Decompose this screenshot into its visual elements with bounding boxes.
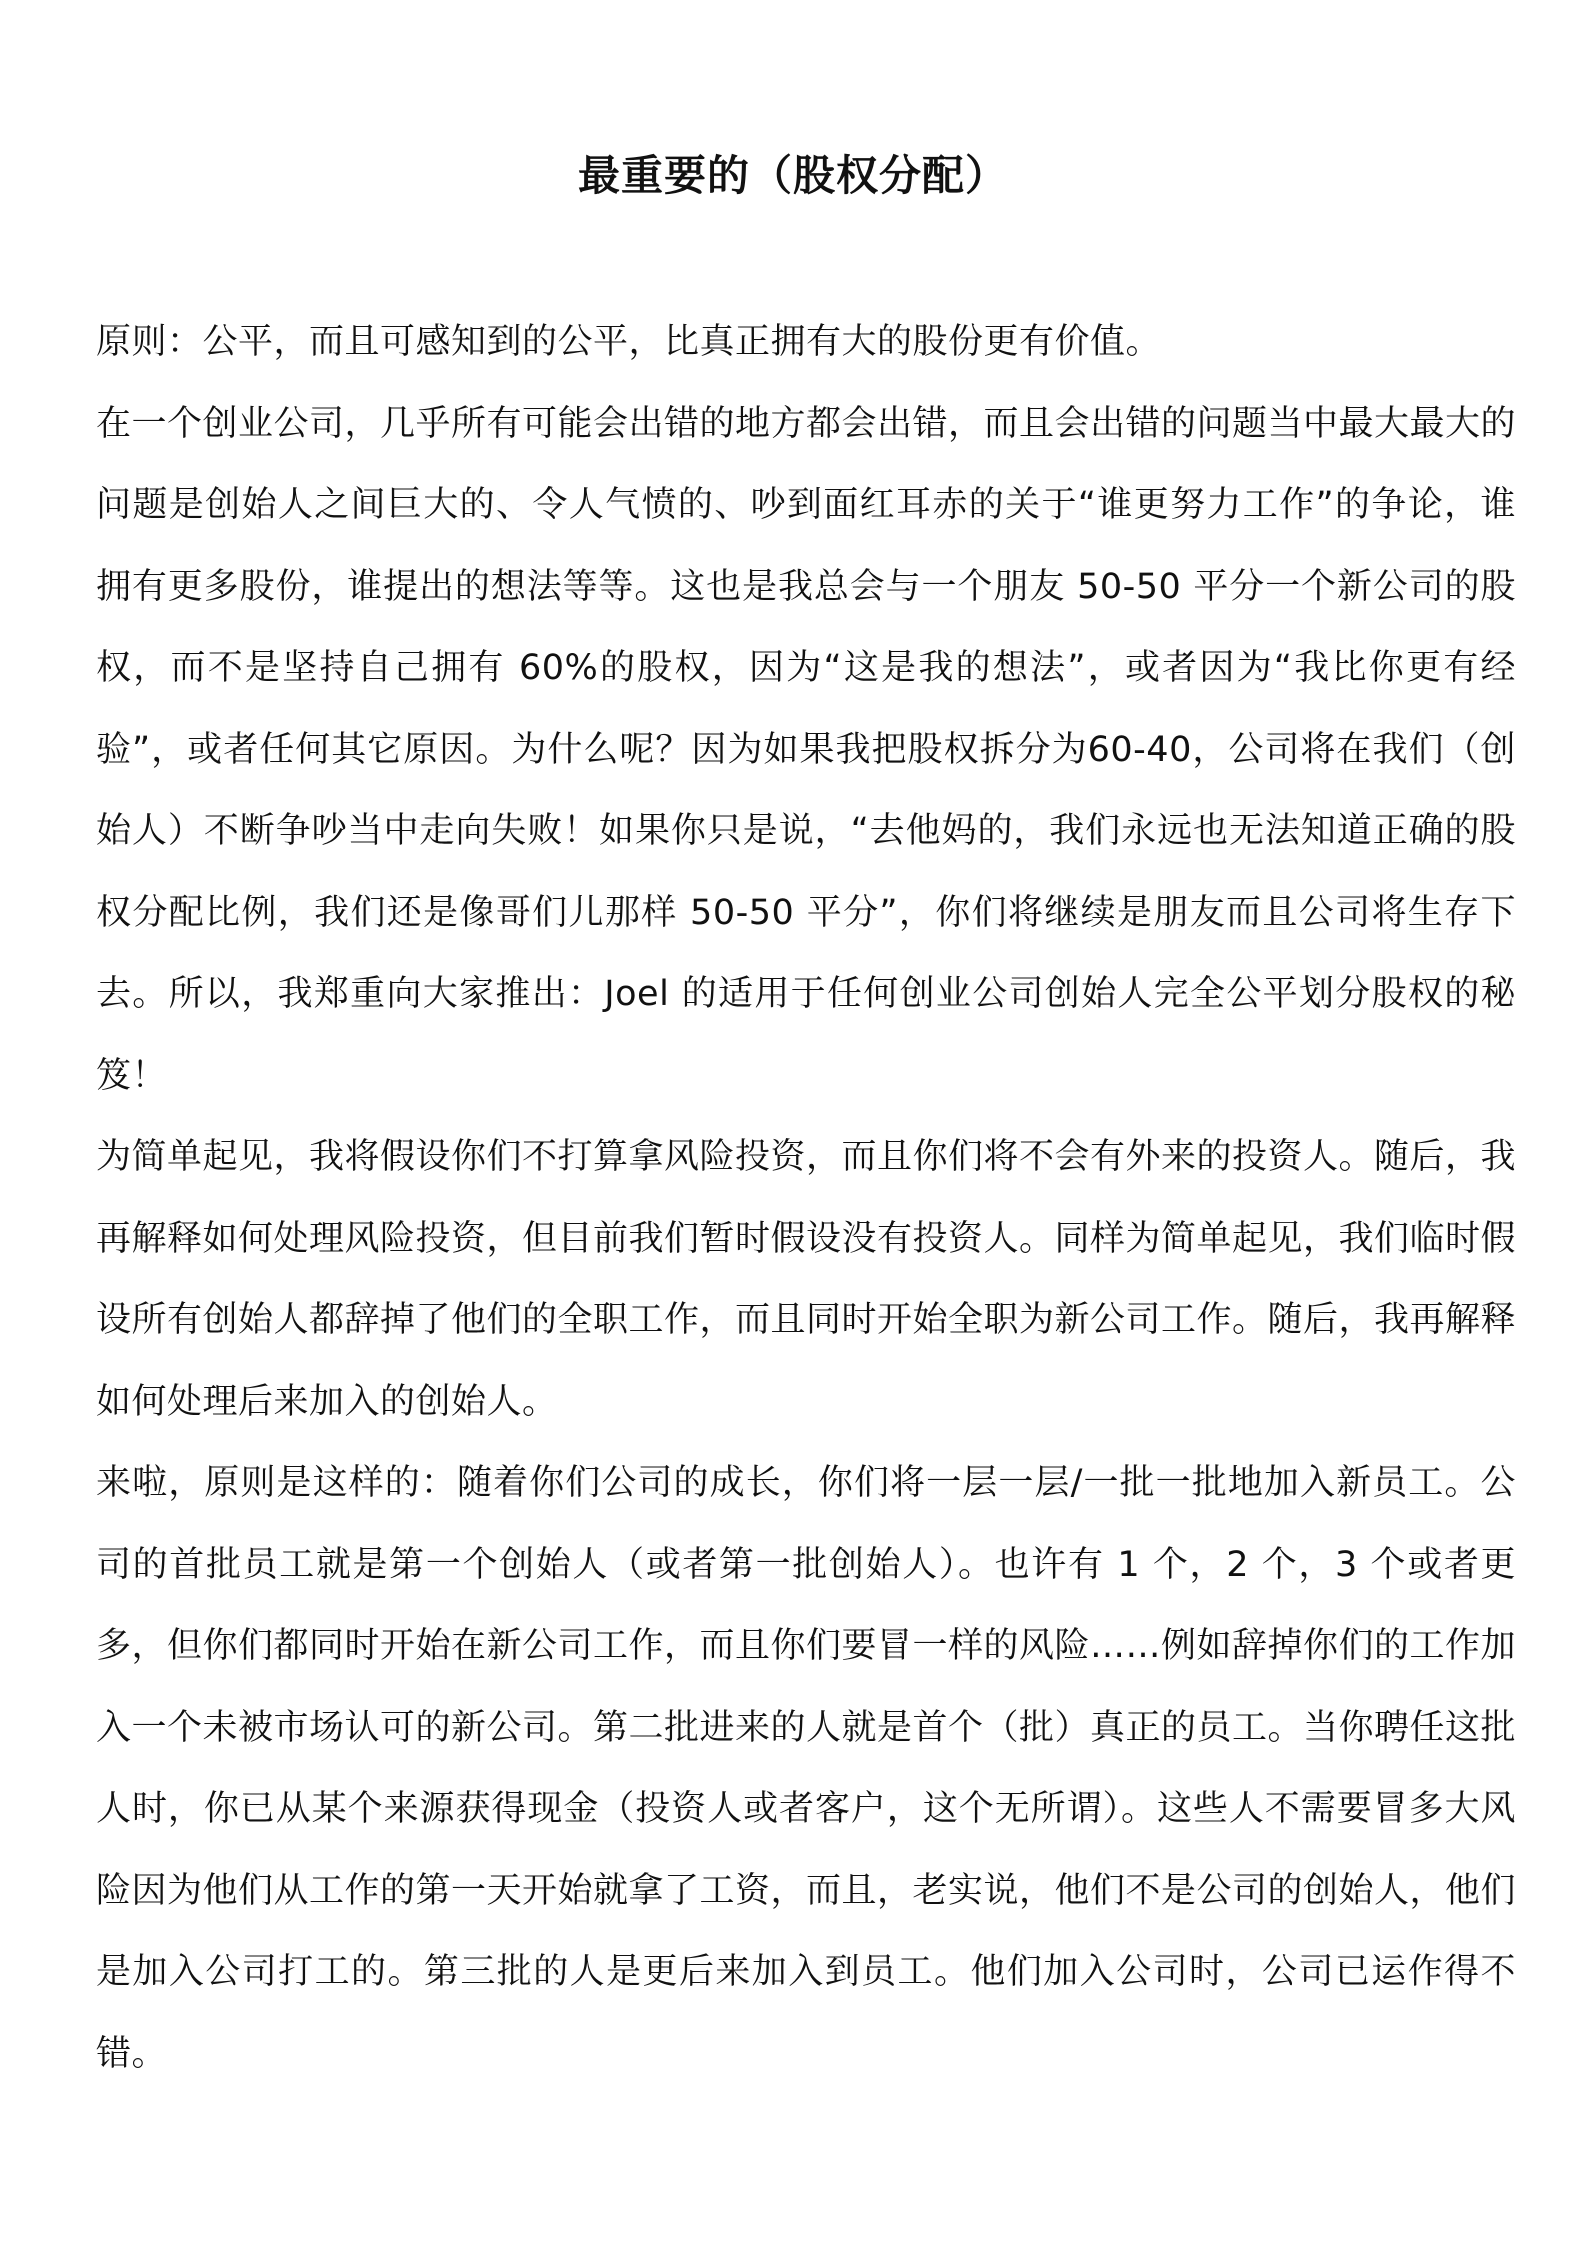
page-title: 最重要的（股权分配） <box>577 151 1008 201</box>
article-body <box>96 302 1516 2095</box>
paragraph-founder-dispute: 在一个创业公司，几乎所有可能会出错的地方都会出错，而且会出错的问题当中最大最大的问题是创始人之间巨大的、令人气愤的、吵到面红耳赤的关于“谁更努力工作”的争论，谁拥有更多股份，谁提出的想法等等。这也是我总会与一个朋友 50-50 平分一个新公司的股权，而不是坚持自己拥有 60%的股权，因为“这是我的想法”，或者因为“我比你更有经验”，或者任何其它原因。为什么呢？因为如果我把股权拆分为60-40，公司将在我们（创始人）不断争吵当中走向失败！如果你只是说，“去他妈的，我们永远也无法知道正确的股权分配比例，我们还是像哥们儿那样 50-50 平分”，你们将继续是朋友而且公司将生存下去。所以，我郑重向大家推出：Joel 的适用于任何创业公司创始人完全公平划分股权的秘笈！ <box>96 403 1517 1096</box>
paragraph-assumptions: 为简单起见，我将假设你们不打算拿风险投资，而且你们将不会有外来的投资人。随后，我再解释如何处理风险投资，但目前我们暂时假设没有投资人。同样为简单起见，我们临时假设所有创始人都辞掉了他们的全职工作，而且同时开始全职为新公司工作。随后，我再解释如何处理后来加入的创始人。 <box>96 1137 1517 1422</box>
paragraph-employee-layers: 来啦，原则是这样的：随着你们公司的成长，你们将一层一层/一批一批地加入新员工。公司的首批员工就是第一个创始人（或者第一批创始人）。也许有 1 个，2 个，3 个或者更多，但你们都同时开始在新公司工作，而且你们要冒一样的风险……例如辞掉你们的工作加入一个未被市场认可的新公司。第二批进来的人就是首个（批）真正的员工。当你聘任这批人时，你已从某个来源获得现金（投资人或者客户，这个无所谓）。这些人不需要冒多大风险因为他们从工作的第一天开始就拿了工资，而且，老实说，他们不是公司的创始人，他们是加入公司打工的。第三批的人是更后来加入到员工。他们加入公司时，公司已运作得不错。 <box>96 1463 1517 2074</box>
paragraph-principle: 原则：公平，而且可感知到的公平，比真正拥有大的股份更有价值。 <box>96 322 1162 362</box>
